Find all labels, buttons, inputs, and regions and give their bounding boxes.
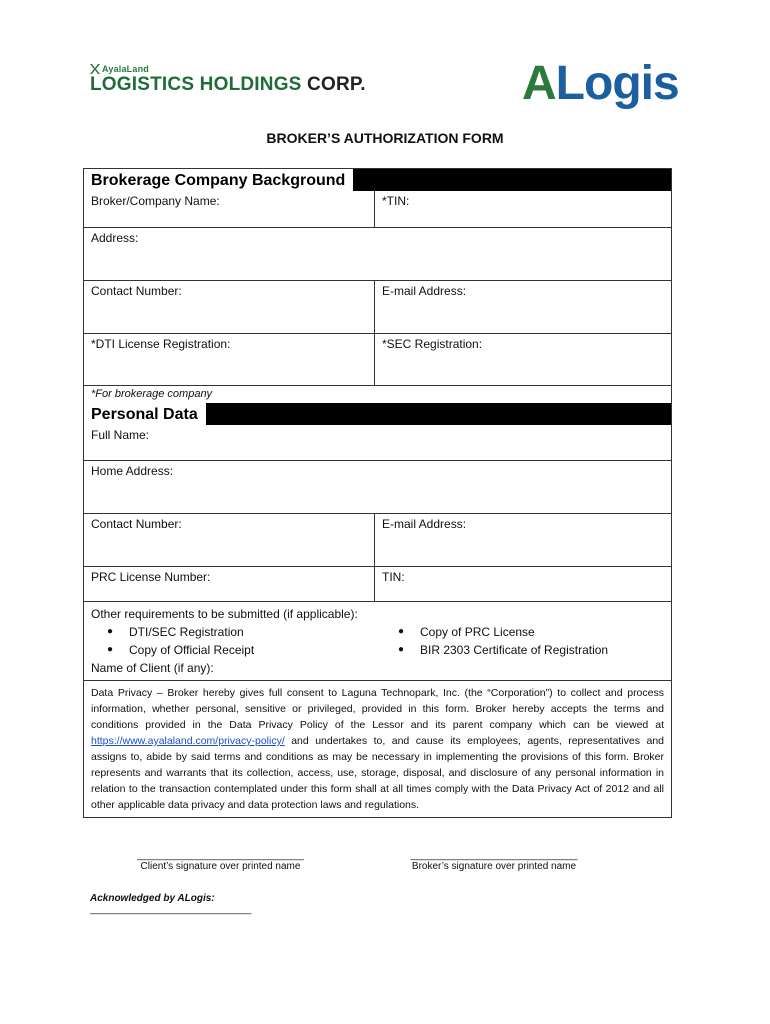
full-name-label: Full Name: [91, 428, 150, 442]
broker-company-name-field[interactable] [84, 191, 375, 227]
acknowledged-label: Acknowledged by ALogis: [90, 893, 215, 904]
personal-tin-label: TIN: [382, 570, 405, 584]
full-name-row [84, 425, 671, 460]
broker-contact-label: Contact Number: [91, 284, 182, 298]
alogis-rest: Logis [555, 57, 679, 110]
list-item [91, 641, 382, 659]
sec-registration-field[interactable] [375, 334, 671, 385]
personal-tin-field[interactable] [375, 567, 671, 601]
personal-section-header [84, 403, 671, 425]
bullet-icon: ● [397, 644, 405, 655]
other-requirements [84, 601, 671, 680]
list-item [382, 641, 664, 659]
requirement-bir-2303: BIR 2303 Certificate of Registration [420, 643, 609, 657]
ayalaland-text: AyalaLand [102, 64, 149, 74]
client-signature-caption: Client’s signature over printed name [140, 861, 301, 872]
data-privacy-clause [84, 680, 671, 817]
broker-address-field[interactable] [84, 228, 671, 280]
personal-email-label: E-mail Address: [382, 517, 467, 531]
requirements-right-column [382, 623, 664, 659]
client-name-label: Name of Client (if any): [91, 661, 214, 675]
alogis-logo [522, 56, 679, 112]
company-name-main: LOGISTICS HOLDINGS [90, 74, 302, 95]
requirement-prc-license: Copy of PRC License [420, 625, 535, 639]
dti-registration-label: *DTI License Registration: [91, 337, 231, 351]
company-name-suffix: CORP. [307, 74, 366, 95]
broker-email-label: E-mail Address: [382, 284, 467, 298]
acknowledged-signature-line[interactable]: _____________________________ [90, 904, 252, 915]
alogis-a: A [522, 57, 556, 110]
prc-license-field[interactable] [84, 567, 375, 601]
brokerage-section-title: Brokerage Company Background [84, 169, 353, 191]
broker-contact-row [84, 280, 671, 333]
list-item [382, 623, 664, 641]
privacy-policy-link[interactable]: https://www.ayalaland.com/privacy-policy/ [91, 735, 285, 747]
broker-signature-caption: Broker’s signature over printed name [411, 861, 577, 872]
broker-company-name-label: Broker/Company Name: [91, 194, 220, 208]
home-address-field[interactable] [84, 461, 671, 513]
client-signature-block [133, 850, 308, 872]
broker-signature-line[interactable]: ______________________________ [410, 850, 578, 861]
client-signature-line[interactable]: ______________________________ [137, 850, 304, 861]
authorization-form [83, 168, 672, 818]
privacy-text-after: and undertakes to, and cause its employees, agents, representatives and assigns to, abide by said terms and conditions as may be necessary in implementing the provisions of this form. Broker represents and warrants that its collection, access, use, storage, disposal, and disclosure of any personal information in relation to the transaction contemplated under this form shall at all times comply with the Data Privacy Act of 2012 and all other applicable data privacy and data protection laws and regulations. [91, 735, 664, 811]
ayalaland-logistics-logo [90, 64, 366, 95]
broker-name-row [84, 191, 671, 227]
requirements-heading: Other requirements to be submitted (if applicable): [91, 607, 358, 621]
requirement-dti-sec: DTI/SEC Registration [129, 625, 244, 639]
broker-tin-label: *TIN: [382, 194, 410, 208]
bullet-icon: ● [397, 626, 405, 637]
privacy-text-before: Data Privacy – Broker hereby gives full consent to Laguna Technopark, Inc. (the “Corporation”) to collect and process information, whether personal, sensitive or privileged, provided in this form. Broker hereby accepts the terms and conditions provided in the Data Privacy Policy of the Lessor and its parent company which can be viewed at [91, 687, 664, 731]
personal-contact-field[interactable] [84, 514, 375, 566]
brokerage-note: *For brokerage company [84, 385, 671, 403]
requirements-list [91, 623, 664, 659]
broker-address-label: Address: [91, 231, 139, 245]
requirements-left-column [91, 623, 382, 659]
personal-contact-label: Contact Number: [91, 517, 182, 531]
personal-contact-row [84, 513, 671, 566]
brokerage-section-header [84, 169, 671, 191]
prc-license-label: PRC License Number: [91, 570, 211, 584]
full-name-field[interactable] [84, 425, 671, 460]
broker-email-field[interactable] [375, 281, 671, 333]
personal-section-title: Personal Data [84, 403, 206, 425]
broker-registration-row [84, 333, 671, 385]
form-title: BROKER’S AUTHORIZATION FORM [266, 130, 504, 146]
prc-row [84, 566, 671, 601]
broker-signature-block [405, 850, 583, 872]
broker-tin-field[interactable] [375, 191, 671, 227]
home-address-label: Home Address: [91, 464, 174, 478]
list-item [91, 623, 382, 641]
ayalaland-mark-icon [90, 64, 100, 74]
requirement-official-receipt: Copy of Official Receipt [129, 643, 255, 657]
client-name-field[interactable] [91, 659, 664, 677]
ayalaland-brand [90, 64, 366, 74]
personal-email-field[interactable] [375, 514, 671, 566]
broker-address-row [84, 227, 671, 280]
broker-contact-field[interactable] [84, 281, 375, 333]
bullet-icon: ● [106, 644, 114, 655]
sec-registration-label: *SEC Registration: [382, 337, 483, 351]
dti-registration-field[interactable] [84, 334, 375, 385]
company-name [90, 75, 366, 95]
bullet-icon: ● [106, 626, 114, 637]
home-address-row [84, 460, 671, 513]
